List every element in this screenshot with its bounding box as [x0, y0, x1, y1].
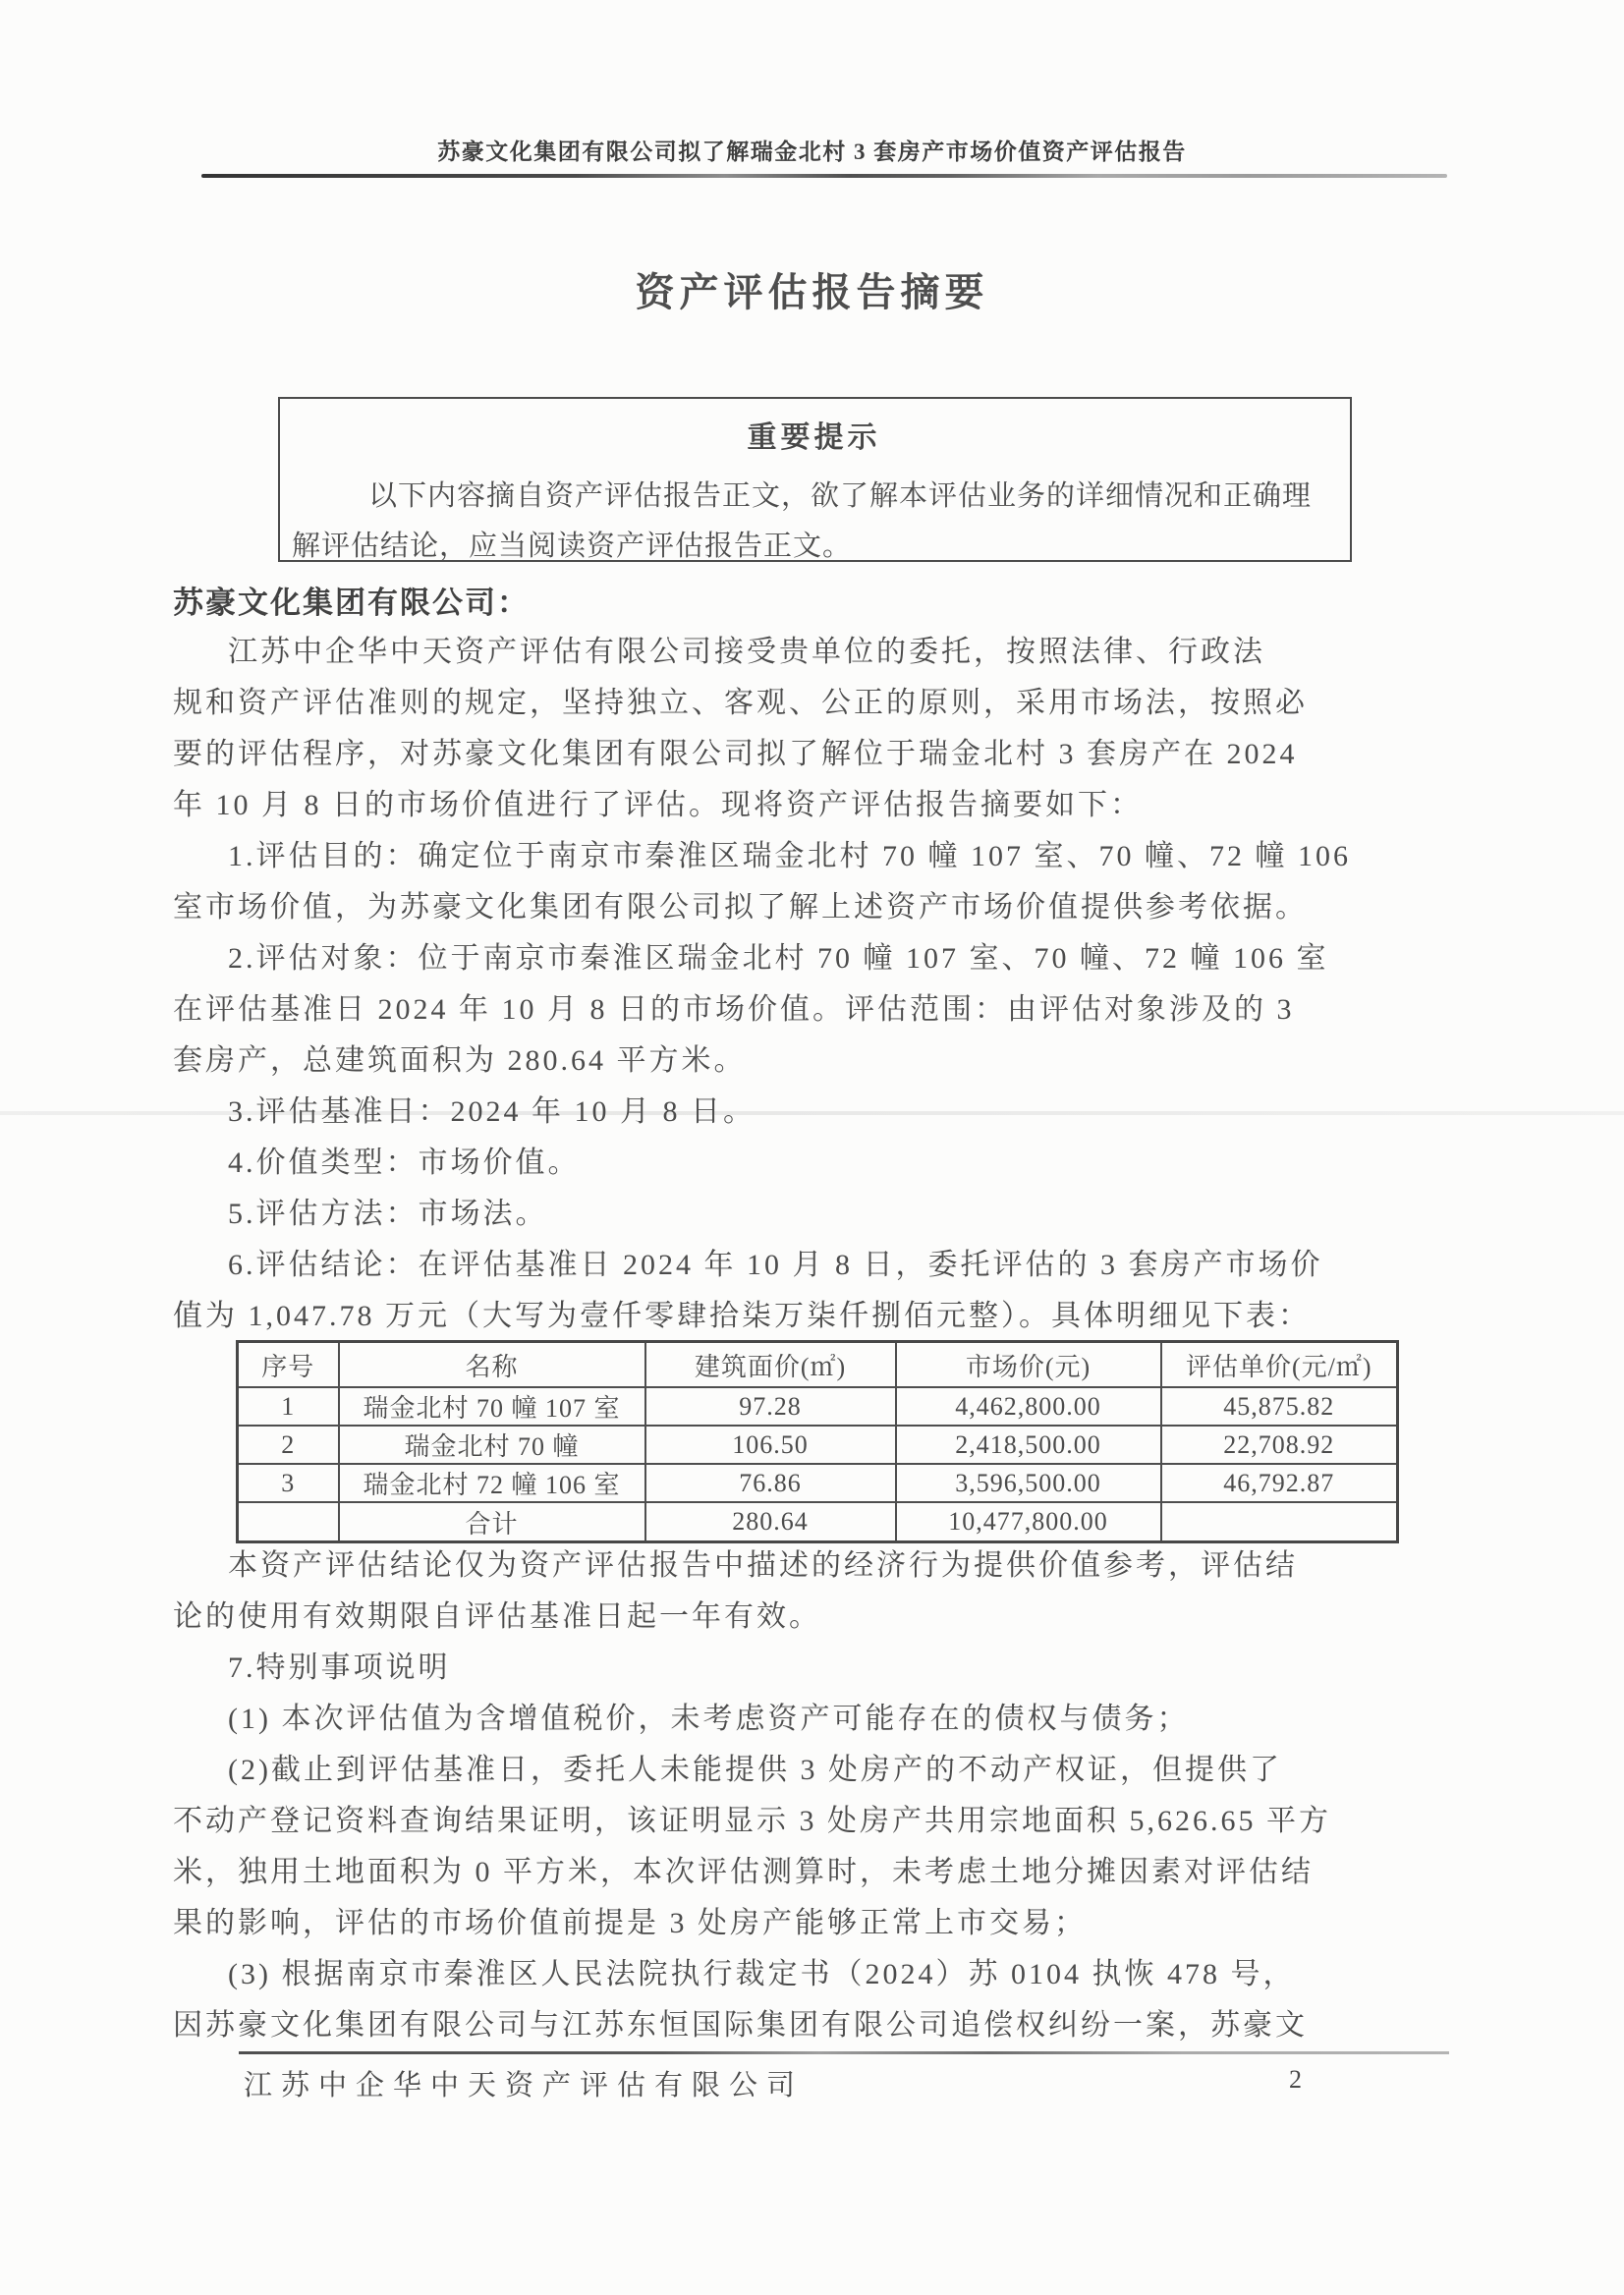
paragraph-line: 因苏豪文化集团有限公司与江苏东恒国际集团有限公司追偿权纠纷一案，苏豪文: [173, 2009, 1308, 2042]
paragraph-line: (1) 本次评估值为含增值税价，未考虑资产可能存在的债权与债务；: [228, 1703, 1190, 1735]
col-header-name: 名称: [339, 1342, 645, 1388]
running-header-title: 苏豪文化集团有限公司拟了解瑞金北村 3 套房产市场价值资产评估报告: [437, 140, 1187, 164]
paragraph-line: 本资产评估结论仅为资产评估报告中描述的经济行为提供价值参考，评估结: [228, 1549, 1298, 1582]
col-header-area: 建筑面价(㎡): [645, 1342, 896, 1388]
cell-seq: 1: [238, 1387, 339, 1426]
paragraph-line: (2)截止到评估基准日，委托人未能提供 3 处房产的不动产权证，但提供了: [228, 1754, 1282, 1786]
paragraph-line: 不动产登记资料查询结果证明，该证明显示 3 处房产共用宗地面积 5,626.65 平方: [173, 1805, 1331, 1837]
page-number: 2: [1289, 2065, 1302, 2094]
valuation-summary-table: [236, 1340, 1399, 1543]
table-row: [238, 1464, 1398, 1502]
col-header-unit: 评估单价(元/㎡): [1161, 1342, 1398, 1388]
paragraph-line: 值为 1,047.78 万元（大写为壹仟零肆拾柒万柒仟捌佰元整）。具体明细见下表：: [173, 1300, 1311, 1332]
notice-heading: 重要提示: [747, 421, 881, 454]
paragraph-line: 规和资产评估准则的规定，坚持独立、客观、公正的原则，采用市场法，按照必: [173, 687, 1308, 719]
notice-text-line: 解评估结论，应当阅读资产评估报告正文。: [292, 531, 853, 562]
paragraph-line: 6.评估结论：在评估基准日 2024 年 10 月 8 日，委托评估的 3 套房产市场价: [228, 1249, 1323, 1281]
cell-total-label: 合计: [339, 1502, 645, 1542]
paragraph-line: 论的使用有效期限自评估基准日起一年有效。: [173, 1600, 821, 1633]
header-rule: [201, 174, 1447, 178]
body-text-lower: [173, 1544, 1411, 2055]
paragraph-line: 1.评估目的：确定位于南京市秦淮区瑞金北村 70 幢 107 室、70 幢、72 幢 106: [228, 840, 1351, 872]
table-total-row: [238, 1502, 1398, 1542]
cell-name: 瑞金北村 72 幢 106 室: [339, 1464, 645, 1502]
cell-unit: 46,792.87: [1161, 1464, 1398, 1502]
footer-company-name: 江苏中企华中天资产评估有限公司: [244, 2070, 805, 2101]
cell-area: 106.50: [645, 1426, 896, 1464]
table-row: [238, 1426, 1398, 1464]
important-notice-box: [278, 397, 1352, 562]
cell-price: 10,477,800.00: [896, 1502, 1161, 1542]
table-row: [238, 1387, 1398, 1426]
paragraph-line: 室市场价值，为苏豪文化集团有限公司拟了解上述资产市场价值提供参考依据。: [173, 891, 1308, 924]
cell-seq: 2: [238, 1426, 339, 1464]
paragraph-line: (3) 根据南京市秦淮区人民法院执行裁定书（2024）苏 0104 执恢 478 号，: [228, 1958, 1296, 1990]
cell-seq: [238, 1502, 339, 1542]
col-header-price: 市场价(元): [896, 1342, 1161, 1388]
document-title: 资产评估报告摘要: [635, 270, 989, 314]
body-text-upper: [173, 631, 1411, 1346]
cell-unit: [1161, 1502, 1398, 1542]
cell-price: 2,418,500.00: [896, 1426, 1161, 1464]
table-header-row: [238, 1342, 1398, 1388]
paragraph-line: 套房产，总建筑面积为 280.64 平方米。: [173, 1044, 747, 1077]
paragraph-line: 5.评估方法：市场法。: [228, 1198, 548, 1230]
cell-area: 76.86: [645, 1464, 896, 1502]
paragraph-line: 3.评估基准日：2024 年 10 月 8 日。: [228, 1095, 756, 1128]
col-header-seq: 序号: [238, 1342, 339, 1388]
paragraph-line: 4.价值类型：市场价值。: [228, 1147, 581, 1179]
paragraph-line: 果的影响，评估的市场价值前提是 3 处房产能够正常上市交易；: [173, 1907, 1087, 1939]
cell-seq: 3: [238, 1464, 339, 1502]
paragraph-line: 年 10 月 8 日的市场价值进行了评估。现将资产评估报告摘要如下：: [173, 789, 1143, 821]
cell-unit: 22,708.92: [1161, 1426, 1398, 1464]
paragraph-line: 要的评估程序，对苏豪文化集团有限公司拟了解位于瑞金北村 3 套房产在 2024: [173, 738, 1298, 770]
paragraph-line: 在评估基准日 2024 年 10 月 8 日的市场价值。评估范围：由评估对象涉及的 3: [173, 993, 1295, 1026]
cell-name: 瑞金北村 70 幢: [339, 1426, 645, 1464]
paragraph-line: 米，独用土地面积为 0 平方米，本次评估测算时，未考虑土地分摊因素对评估结: [173, 1856, 1314, 1888]
cell-area: 280.64: [645, 1502, 896, 1542]
salutation-line: 苏豪文化集团有限公司：: [173, 586, 530, 620]
cell-area: 97.28: [645, 1387, 896, 1426]
cell-price: 3,596,500.00: [896, 1464, 1161, 1502]
cell-price: 4,462,800.00: [896, 1387, 1161, 1426]
cell-name: 瑞金北村 70 幢 107 室: [339, 1387, 645, 1426]
notice-text-line: 以下内容摘自资产评估报告正文，欲了解本评估业务的详细情况和正确理: [368, 480, 1313, 512]
cell-unit: 45,875.82: [1161, 1387, 1398, 1426]
paragraph-line: 2.评估对象：位于南京市秦淮区瑞金北村 70 幢 107 室、70 幢、72 幢 106 室: [228, 942, 1329, 975]
paragraph-line: 7.特别事项说明: [228, 1651, 451, 1684]
paragraph-line: 江苏中企华中天资产评估有限公司接受贵单位的委托，按照法律、行政法: [228, 636, 1265, 668]
